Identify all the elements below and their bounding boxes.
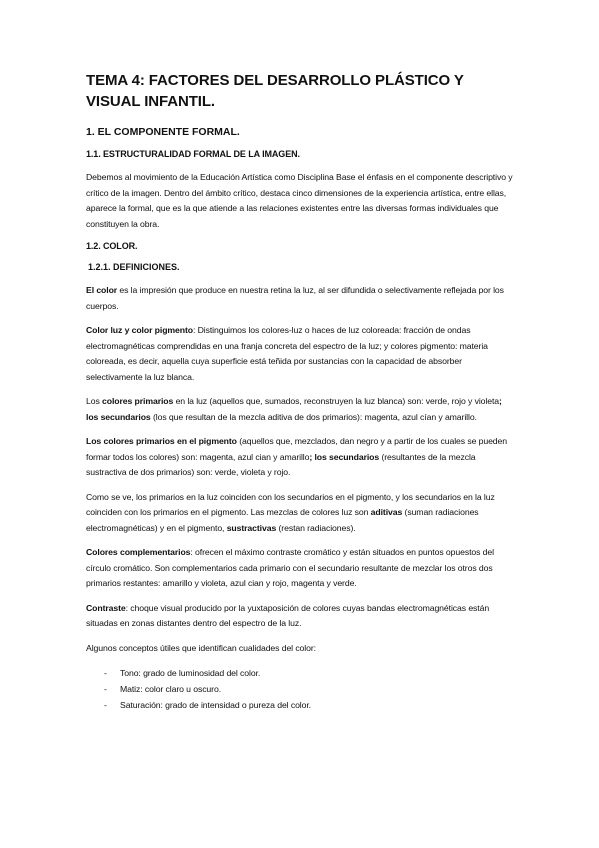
list-item [86,681,516,697]
paragraph-contraste-text: : choque visual producido por la yuxtaposición de colores cuyas bandas electromagnéticas están situadas en zonas distantes dentro del espectro de la luz. [86,602,490,628]
paragraph-complementarios [86,545,516,592]
como-c: (suman radiaciones electromagnéticas) y en el pigmento, [86,507,479,533]
term-color: El color [86,285,118,295]
paragraph-complementarios-text: : ofrecen el máximo contraste cromático y están situados en puntos opuestos del círculo cromático. Son complementarios cada primario con el secundario resultante de mezclar los otros dos primarios restantes: amarillo y violeta, azul cian y rojo, magenta y verde. [86,547,494,588]
document-content [86,70,516,713]
intro-paragraph: Debemos al movimiento de la Educación Artística como Disciplina Base el énfasis en el componente descriptivo y crítico de la imagen. Dentro del ámbito crítico, destaca cinco dimensiones de la experiencia artística, entre ellas, aparece la formal, que es la que atiende a las relaciones existentes entre las diversas formas individuales que constituyen la obra. [86,172,513,229]
term-complementarios: Colores complementarios [86,547,191,557]
term-contraste: Contraste [86,602,126,613]
document-title: TEMA 4: FACTORES DEL DESARROLLO PLÁSTICO Y VISUAL INFANTIL. [86,72,464,110]
list-dash: - [104,684,107,694]
primarios-luz-a: Los [86,396,103,406]
primarios-luz-d: ; los secundarios [86,396,502,422]
term-luz-pigmento: Color luz y color pigmento [86,325,193,335]
paragraph-conceptos: Algunos conceptos útiles que identifican cualidades del color: [86,642,316,653]
list-item [86,697,516,713]
primarios-luz-e: (los que resultan de la mezcla aditiva de dos primarios): magenta, azul cían y amarillo. [150,411,477,422]
paragraph-como [86,490,516,537]
primarios-pigmento-b: (aquellos que, mezclados, dan negro y a partir de los cuales se pueden formar todos los colores) son: magenta, azul cian y amarillo [86,436,507,462]
section-heading-1-1: 1.1. ESTRUCTURALIDAD FORMAL DE LA IMAGEN. [86,149,300,159]
como-b: aditivas [370,507,403,517]
list-item-text: Tono: grado de luminosidad del color. [120,668,261,678]
como-a: Como se ve, los primarios en la luz coinciden con los secundarios en el pigmento, y los secundarios en la luz coinciden con los primarios en el pigmento. Las mezclas de colores luz son [86,491,495,517]
paragraph-luz-pigmento-text: : Distinguimos los colores-luz o haces de luz coloreada: fracción de ondas electromagnéticas comprendidas en una franja concreta del espectro de la luz; y colores pigmento: materia coloreada, es decir, aquella cuya superficie está teñida por sustancias con la capacidad de absorber selectivamente la luz blanca. [86,325,488,382]
paragraph-primarios-pigmento [86,434,516,481]
paragraph-luz-pigmento [86,323,516,385]
concepts-list [86,665,516,713]
paragraph-color [86,283,516,314]
paragraph-contraste [86,601,516,632]
primarios-pigmento-d: (resultantes de la mezcla sustractiva de dos primarios) son: verde, violeta y rojo. [86,451,476,477]
section-heading-1-2-1: 1.2.1. DEFINICIONES. [88,262,180,272]
section-heading-1: 1. EL COMPONENTE FORMAL. [86,126,240,138]
section-heading-1-2: 1.2. COLOR. [86,241,138,251]
primarios-luz-c: en la luz (aquellos que, sumados, reconstruyen la luz blanca) son: verde, rojo y violeta [173,396,500,406]
primarios-pigmento-c: ; los secundarios [309,451,380,462]
list-item-text: Saturación: grado de intensidad o pureza del color. [120,700,311,710]
list-item [86,665,516,681]
primarios-luz-b: colores primarios [102,396,174,406]
como-d: sustractivas [226,522,277,533]
paragraph-color-text: es la impresión que produce en nuestra retina la luz, al ser difundida o selectivamente reflejada por los cuerpos. [86,285,504,311]
paragraph-primarios-luz [86,394,516,425]
list-item-text: Matiz: color claro u oscuro. [120,684,222,694]
primarios-pigmento-a: Los colores primarios en el pigmento [86,436,237,446]
list-dash: - [104,700,107,710]
list-dash: - [104,668,107,678]
como-e: (restan radiaciones). [276,522,356,533]
